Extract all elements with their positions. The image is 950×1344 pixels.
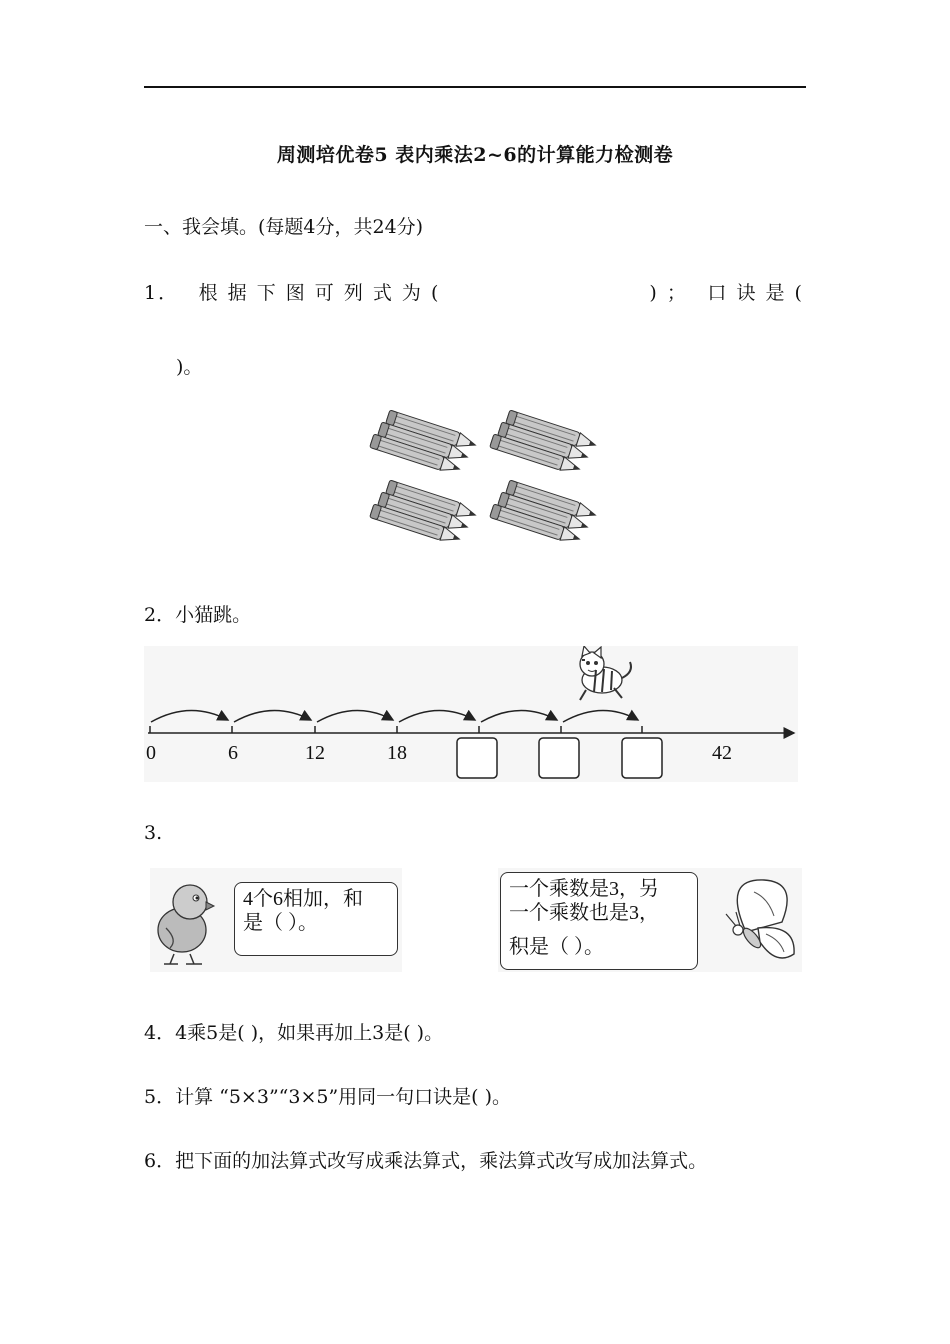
q3-label: 3. bbox=[144, 822, 163, 844]
chick-illustration bbox=[150, 868, 230, 972]
tick-label-18: 18 bbox=[387, 742, 407, 764]
q1-part-3: 口 诀 是 ( bbox=[707, 282, 804, 304]
cat-illustration bbox=[580, 646, 631, 700]
tick-label-6: 6 bbox=[228, 742, 238, 764]
tick-label-12: 12 bbox=[305, 742, 325, 764]
butterfly-text-line-3: 积是（ ）。 bbox=[509, 936, 604, 958]
number-line-panel bbox=[144, 646, 798, 782]
question-4: 4．4乘5是( )，如果再加上3是( )。 bbox=[144, 1022, 444, 1044]
q1-part-1: 根 据 下 图 可 列 式 为 ( bbox=[198, 282, 441, 304]
chick-speech-bubble bbox=[234, 882, 398, 956]
question-5: 5．计算 “5×3”“3×5”用同一句口诀是( )。 bbox=[144, 1086, 512, 1108]
tick-label-42: 42 bbox=[712, 742, 732, 764]
pencil-group-4 bbox=[490, 480, 598, 546]
chick-text-line-2: 是（ ）。 bbox=[243, 912, 318, 934]
q2-label: 2．小猫跳。 bbox=[144, 604, 252, 626]
q1-blank-1[interactable] bbox=[460, 278, 630, 305]
q1-part-2: ) ； bbox=[649, 282, 688, 304]
tick-label-0: 0 bbox=[146, 742, 156, 764]
butterfly-text-line-1: 一个乘数是3，另 bbox=[509, 878, 659, 900]
q1-number: 1． bbox=[144, 282, 180, 304]
answer-box-2 bbox=[539, 738, 579, 778]
pencils-illustration bbox=[366, 404, 598, 554]
butterfly-panel bbox=[498, 868, 802, 972]
question-1 bbox=[144, 278, 804, 305]
section-heading: 一、我会填。(每题4分，共24分) bbox=[144, 216, 424, 238]
butterfly-text-line-2: 一个乘数也是3， bbox=[509, 902, 659, 924]
answer-box-1 bbox=[457, 738, 497, 778]
chick-text-line-1: 4个6相加，和 bbox=[243, 888, 363, 910]
question-6: 6．把下面的加法算式改写成乘法算式，乘法算式改写成加法算式。 bbox=[144, 1150, 708, 1172]
q1-end: )。 bbox=[176, 356, 203, 378]
top-rule bbox=[144, 86, 806, 88]
pencil-group-2 bbox=[490, 410, 598, 476]
butterfly-speech-bubble bbox=[500, 872, 698, 970]
chick-panel bbox=[150, 868, 402, 972]
jump-arcs bbox=[151, 710, 638, 722]
answer-boxes bbox=[457, 738, 662, 778]
butterfly-illustration bbox=[712, 868, 802, 972]
pencil-group-3 bbox=[370, 480, 478, 546]
pencil-group-1 bbox=[370, 410, 478, 476]
answer-box-3 bbox=[622, 738, 662, 778]
page-title: 周测培优卷5 表内乘法2~6的计算能力检测卷 bbox=[276, 144, 674, 166]
